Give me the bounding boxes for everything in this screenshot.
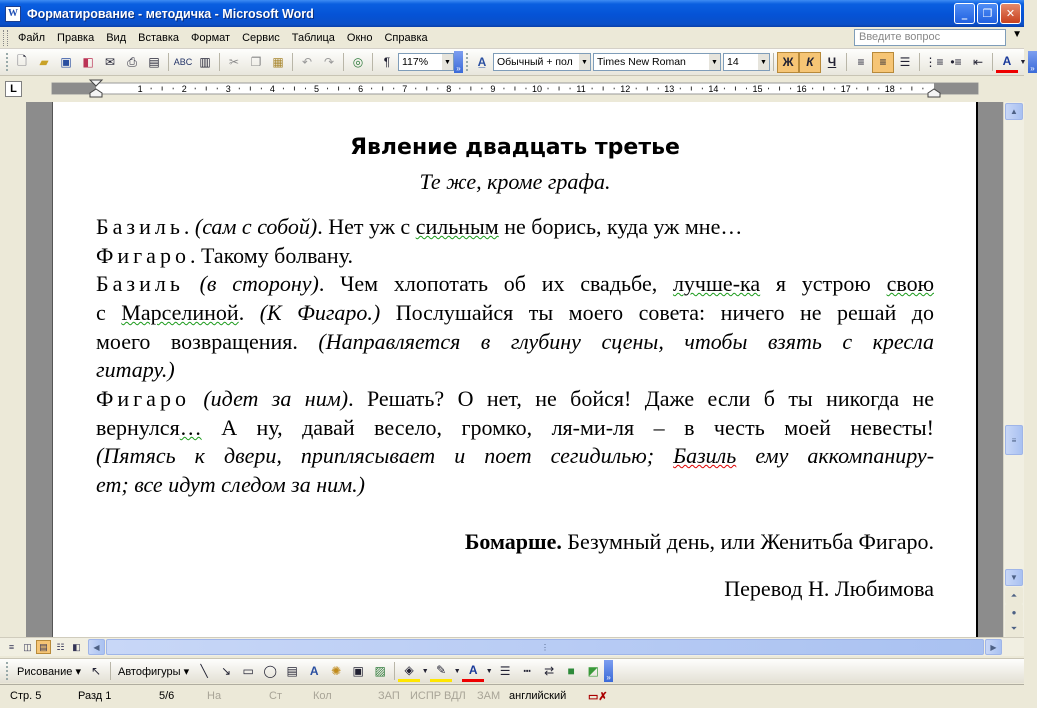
status-line: Ст	[269, 690, 282, 702]
toolbar	[0, 49, 1035, 76]
align-center-icon[interactable]: ≡	[872, 52, 894, 73]
dialogue-text: с	[96, 300, 106, 325]
ruler-number: 17	[840, 84, 851, 94]
paste-icon[interactable]: ▦	[272, 55, 284, 69]
bullets-icon[interactable]: •≡	[950, 55, 962, 69]
ruler-number: 15	[752, 84, 763, 94]
grammar-flagged-word: свою	[886, 271, 934, 296]
underline-button[interactable]: Ч	[827, 55, 837, 69]
draw-menu-button[interactable]: Рисование ▾	[17, 665, 81, 678]
stage-direction: (К Фигаро.)	[259, 300, 381, 325]
menu-view[interactable]: Вид	[106, 31, 127, 44]
arrow-style-icon[interactable]: ⇄	[544, 664, 555, 678]
zoom-value: 117%	[402, 56, 429, 68]
word-icon[interactable]: W	[5, 6, 21, 22]
justify-icon[interactable]: ☰	[899, 55, 911, 69]
autoshapes-button[interactable]: Автофигуры ▾	[117, 665, 190, 678]
menu-bar	[0, 27, 1024, 49]
copy-icon[interactable]: ❐	[250, 55, 262, 69]
speaker-name: Фигаро	[96, 386, 190, 411]
picture-icon[interactable]: ▨	[374, 664, 386, 678]
new-document-icon[interactable]: 🗋	[17, 53, 27, 68]
scene-heading: Явление двадцать третье	[350, 135, 680, 160]
paragraph-line	[96, 356, 934, 384]
speaker-name: Базиль	[96, 271, 184, 296]
restore-button[interactable]: ❐	[977, 3, 998, 24]
status-bar	[0, 684, 1024, 708]
author-name: Бомарше.	[464, 529, 562, 554]
style-dropdown-icon[interactable]: ▼	[579, 54, 590, 70]
3d-style-icon[interactable]: ◩	[587, 664, 599, 678]
toolbar-separator	[219, 53, 220, 71]
ruler-number: 10	[531, 84, 543, 94]
print-layout-icon[interactable]: ▤	[36, 640, 51, 654]
numbering-icon[interactable]: ⋮≡	[924, 55, 944, 69]
redo-icon[interactable]: ↷	[323, 55, 335, 69]
scroll-right-icon[interactable]: ▶	[985, 639, 1002, 655]
title-bar	[0, 0, 1024, 27]
stage-direction: ему аккомпаниру-	[755, 443, 935, 468]
dialogue-text: . Такому болвану.	[189, 243, 353, 268]
scroll-up-icon[interactable]: ▲	[1005, 103, 1023, 120]
ruler-right-margin	[934, 83, 978, 94]
font-color-draw-dropdown-icon[interactable]: ▼	[485, 667, 493, 675]
toolbar-separator	[394, 662, 395, 680]
open-folder-icon[interactable]: ▰	[39, 55, 49, 69]
italic-button[interactable]: К	[799, 52, 821, 73]
menu-window[interactable]: Окно	[346, 31, 373, 44]
print-icon[interactable]: ⎙	[127, 54, 137, 69]
toolbar-separator	[919, 53, 920, 71]
stage-direction: (Направляется в глубину сцены, чтобы взять с кресла	[318, 329, 934, 354]
research-icon[interactable]: ▥	[199, 55, 211, 69]
reading-view-icon[interactable]: ◧	[72, 641, 81, 652]
style-value: Обычный + пол	[497, 56, 573, 68]
ruler-number: 9	[490, 84, 496, 94]
menu-edit[interactable]: Правка	[57, 31, 95, 44]
vertical-ruler-strip	[0, 102, 26, 637]
clip-art-icon[interactable]: ▣	[352, 664, 364, 678]
grammar-flagged-word: Марселиной	[121, 300, 239, 325]
select-objects-icon[interactable]: ↖	[90, 664, 102, 678]
ruler-number: 18	[884, 84, 895, 94]
grammar-flagged-word: …	[179, 415, 202, 440]
font-color-draw-icon[interactable]: A	[462, 661, 484, 682]
font-size-value: 14	[727, 56, 739, 68]
menu-file[interactable]: Файл	[18, 31, 46, 44]
dialogue-text: я устрою	[775, 271, 871, 296]
toolbar-grip[interactable]	[466, 53, 468, 71]
menu-help[interactable]: Справка	[384, 31, 428, 44]
style-select[interactable]	[493, 53, 591, 71]
zoom-select[interactable]	[398, 53, 454, 71]
stage-direction: (идет за ним)	[203, 386, 349, 411]
spelling-icon[interactable]: ABC	[173, 57, 193, 67]
dialogue-text: . Решать? О нет, не бойся! Даже если б ты никогда не	[348, 386, 935, 411]
minimize-button[interactable]: _	[954, 3, 975, 24]
ruler-number: 1	[137, 84, 143, 94]
stage-direction: ет; все идут следом за ним.)	[96, 472, 365, 497]
scroll-thumb[interactable]: ≡	[1005, 425, 1023, 455]
ruler-number: 16	[796, 84, 807, 94]
horizontal-ruler[interactable]	[52, 80, 978, 97]
font-dropdown-icon[interactable]: ▼	[709, 54, 720, 70]
translation-line: Перевод Н. Любимова	[724, 576, 934, 601]
line-color-dropdown-icon[interactable]: ▼	[453, 667, 461, 675]
dash-style-icon[interactable]: ┅	[523, 664, 531, 678]
stage-direction: гитару.)	[96, 357, 175, 382]
menu-table[interactable]: Таблица	[291, 31, 335, 44]
ask-question-input[interactable]: Введите вопрос	[854, 29, 1006, 46]
outline-view-icon[interactable]: ☷	[56, 641, 65, 652]
web-view-icon[interactable]: ◫	[23, 641, 32, 652]
status-overtype[interactable]: ЗАМ	[477, 690, 501, 702]
toolbar-separator	[110, 662, 111, 680]
align-left-icon[interactable]: ≡	[857, 55, 865, 69]
draw-menu-label: Рисование	[17, 665, 73, 678]
toolbar-separator	[168, 53, 169, 71]
spelling-flagged-word: Базиль	[673, 443, 737, 468]
grammar-flagged-word: лучше-ка	[672, 271, 761, 296]
cut-icon[interactable]: ✂	[228, 55, 240, 69]
status-extend[interactable]: ВДЛ	[444, 690, 466, 702]
browse-object-icon[interactable]: ●	[1005, 604, 1023, 621]
status-position: На	[207, 690, 222, 702]
menu-format[interactable]: Формат	[191, 31, 231, 44]
status-language[interactable]: английский	[509, 690, 567, 702]
dialogue-text: . Чем хлопотать об их свадьбе,	[318, 271, 658, 296]
work-title: Безумный день, или Женитьба Фигаро.	[567, 529, 934, 554]
arrow-icon[interactable]: ↘	[221, 664, 232, 678]
dialogue-text: вернулся	[96, 415, 180, 440]
dialogue-text: .	[238, 300, 245, 325]
toolbar-options-icon[interactable]: »	[604, 660, 613, 682]
line-color-icon[interactable]: ✎	[430, 661, 452, 682]
save-icon[interactable]: ▣	[60, 55, 72, 69]
fill-color-icon[interactable]: ◈	[398, 661, 420, 682]
toolbar-separator	[773, 53, 774, 71]
diagram-icon[interactable]: ✺	[331, 664, 342, 678]
permission-icon[interactable]: ◧	[82, 55, 94, 69]
toolbar-separator	[992, 53, 993, 71]
text-box-icon[interactable]: ▤	[286, 664, 298, 678]
ruler-number: 2	[181, 84, 187, 94]
undo-icon[interactable]: ↶	[301, 55, 313, 69]
tab-selector[interactable]: L	[5, 81, 22, 97]
menu-tools[interactable]: Сервис	[242, 31, 280, 44]
ruler-number: 13	[664, 84, 675, 94]
dialogue-text: Послушайся ты моего совета: ничего не решай до	[395, 300, 934, 325]
paragraph-line	[96, 471, 934, 499]
paragraph-line	[96, 270, 934, 298]
ruler-left-margin	[52, 83, 96, 94]
email-icon[interactable]: ✉	[104, 55, 116, 69]
rectangle-icon[interactable]: ▭	[242, 664, 254, 678]
font-select[interactable]	[593, 53, 721, 71]
spelling-status-icon[interactable]: ▭✗	[588, 691, 608, 703]
toolbar-separator	[292, 53, 293, 71]
status-track-changes[interactable]: ИСПР	[410, 690, 442, 702]
status-page: Стр. 5	[10, 690, 42, 702]
font-color-dropdown-icon[interactable]: ▼	[1019, 58, 1027, 66]
ruler-number: 6	[358, 84, 364, 94]
paragraph-line	[96, 328, 934, 356]
scene-subheading: Те же, кроме графа.	[419, 169, 611, 194]
line-icon[interactable]: ╲	[200, 664, 208, 678]
paragraph-line	[96, 299, 934, 327]
grammar-flagged-word: сильным	[415, 214, 499, 239]
ruler-number: 11	[576, 84, 586, 94]
dialogue-text: . Нет уж с	[317, 214, 411, 239]
dialogue-text: А ну, давай весело, громко, ля-ми-ля – в честь моей невесты!	[221, 415, 935, 440]
fill-color-dropdown-icon[interactable]: ▼	[421, 667, 429, 675]
paragraph-line	[96, 242, 934, 270]
font-size-select[interactable]	[723, 53, 770, 71]
dialogue-text: не борись, куда уж мне…	[504, 214, 743, 239]
shadow-icon[interactable]: ■	[567, 664, 575, 678]
horizontal-scroll-thumb[interactable]: ⋮	[106, 639, 984, 655]
previous-page-icon[interactable]: ⏶	[1005, 587, 1023, 604]
paragraph-line	[96, 442, 934, 470]
autoshapes-label: Автофигуры	[117, 665, 181, 678]
wordart-icon[interactable]: A	[309, 664, 319, 678]
horizontal-scrollbar[interactable]	[0, 637, 1024, 656]
toolbar-grip[interactable]	[6, 662, 10, 680]
print-preview-icon[interactable]: ▤	[148, 55, 160, 69]
paragraph-line	[96, 213, 934, 241]
attribution-line	[96, 528, 934, 556]
normal-view-icon[interactable]: ≡	[8, 642, 15, 652]
styles-pane-icon[interactable]: A̲	[477, 55, 487, 69]
toolbar-separator	[846, 53, 847, 71]
menu-insert[interactable]: Вставка	[138, 31, 180, 44]
toolbar-separator	[372, 53, 373, 71]
line-style-icon[interactable]: ☰	[499, 664, 511, 678]
stage-direction: (сам с собой)	[194, 214, 318, 239]
toolbar-options-icon[interactable]: »	[1028, 51, 1037, 73]
scroll-left-icon[interactable]: ◀	[88, 639, 105, 655]
decrease-indent-icon[interactable]: ⇤	[972, 55, 984, 69]
stage-direction: (в сторону)	[199, 271, 319, 296]
status-record[interactable]: ЗАП	[378, 690, 400, 702]
font-value: Times New Roman	[597, 56, 686, 68]
ruler-number: 12	[620, 84, 631, 94]
window-title: Форматирование - методичка - Microsoft Word	[27, 6, 314, 21]
toolbar-separator	[343, 53, 344, 71]
show-formatting-icon[interactable]: ¶	[383, 55, 391, 69]
font-color-letter: A	[1002, 53, 1012, 68]
zoom-dropdown-icon[interactable]: ▼	[442, 54, 453, 70]
bold-button[interactable]: Ж	[777, 52, 799, 73]
menubar-grip[interactable]	[3, 30, 8, 46]
stage-direction: (Пятясь к двери, приплясывает и поет сегидилью;	[96, 443, 655, 468]
dialogue-text: моего возвращения.	[96, 329, 298, 354]
next-page-icon[interactable]: ⏷	[1005, 620, 1023, 637]
ruler-number: 5	[313, 84, 320, 94]
toolbar-grip[interactable]	[6, 53, 8, 71]
ask-dropdown-icon[interactable]: ▼	[1012, 29, 1022, 40]
vertical-scrollbar[interactable]	[1003, 102, 1024, 637]
close-button[interactable]: ✕	[1000, 3, 1021, 24]
scroll-down-icon[interactable]: ▼	[1005, 569, 1023, 586]
speaker-dot: .	[183, 214, 190, 239]
paragraph-line	[96, 385, 934, 413]
status-section: Разд 1	[78, 690, 112, 702]
drawing-toolbar	[0, 658, 1024, 683]
toolbar-options-icon[interactable]: »	[454, 51, 463, 73]
ruler-number: 8	[446, 84, 452, 94]
ruler-number: 3	[225, 84, 231, 94]
ruler-number: 4	[269, 84, 275, 94]
ruler-number: 7	[402, 84, 408, 94]
ruler-number: 14	[708, 84, 719, 94]
oval-icon[interactable]: ◯	[263, 664, 277, 678]
paragraph-line	[96, 414, 934, 442]
hyperlink-icon[interactable]: ◎	[352, 55, 364, 69]
speaker-name: Базиль	[96, 214, 184, 239]
font-size-dropdown-icon[interactable]: ▼	[758, 54, 769, 70]
speaker-name: Фигаро	[96, 243, 190, 268]
font-color-icon[interactable]	[996, 52, 1018, 73]
status-column: Кол	[313, 690, 332, 702]
status-page-count: 5/6	[159, 690, 175, 702]
